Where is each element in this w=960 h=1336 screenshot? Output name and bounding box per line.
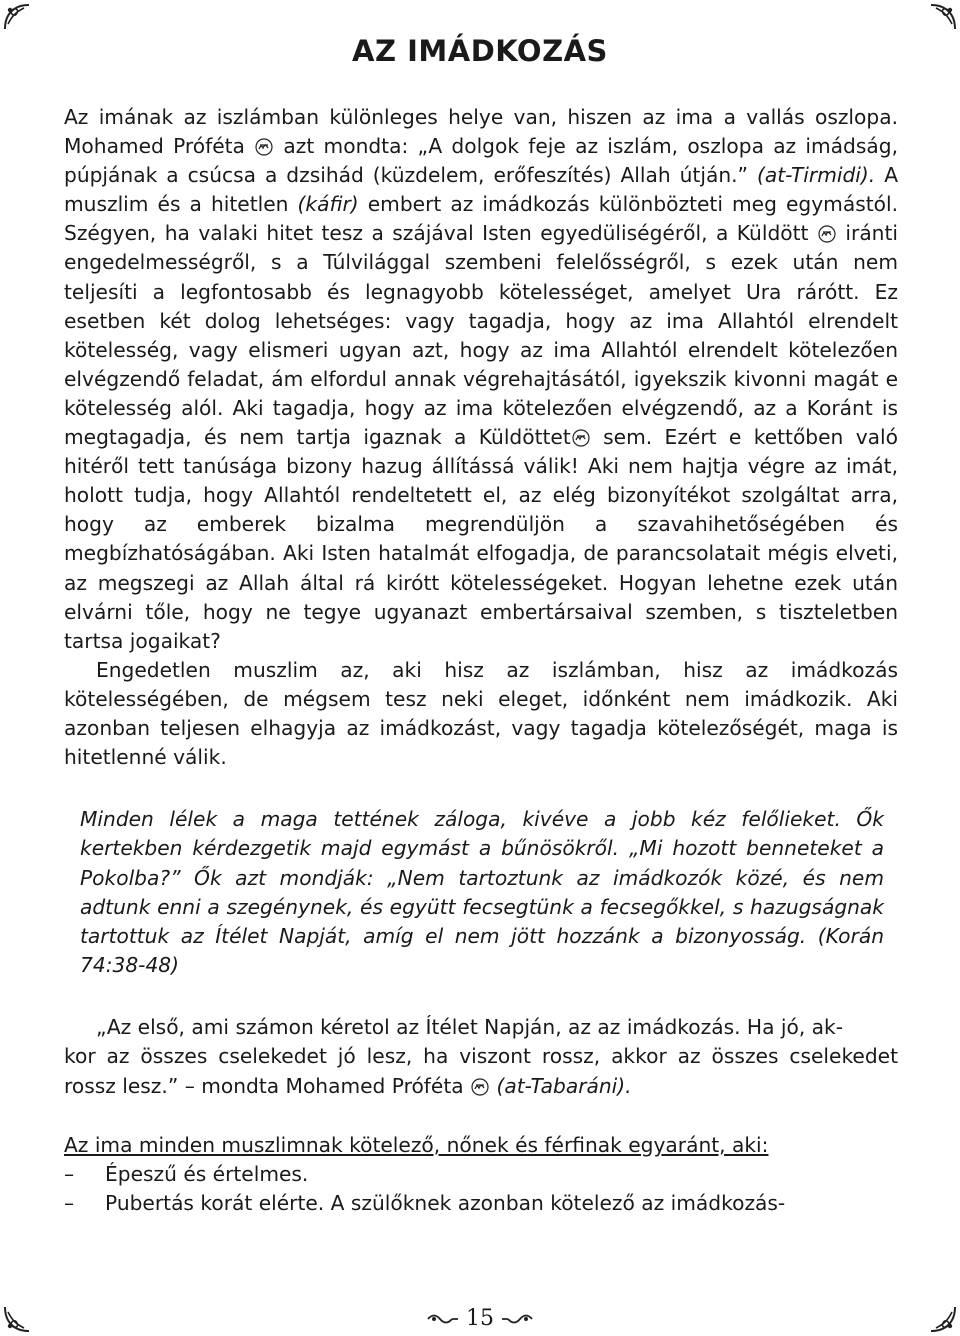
list-item: – Épeszű és értelmes. <box>64 1161 309 1186</box>
pbuh-calligraphy-icon <box>572 429 590 447</box>
pbuh-calligraphy-icon <box>255 138 273 156</box>
page-title: AZ IMÁDKOZÁS <box>352 34 608 68</box>
quote-source: (Korán 74:38-48) <box>80 923 884 978</box>
page-content <box>64 103 898 1218</box>
hadith-source: (at-Tabaráni). <box>496 1073 632 1098</box>
floral-corner-icon <box>2 2 32 32</box>
page-footer <box>0 1306 960 1331</box>
requirements-list <box>64 1160 898 1218</box>
floral-ornament-icon <box>426 1311 460 1327</box>
paragraph-intro: Az imának az iszlámban különleges helye van, hiszen az ima a vallás oszlopa. Mohamed Próféta azt mondta: „A dolgok feje az iszlám, oszlopa az imádság, púpjának a csúcsa a dzsihád (küzdelem, erőfeszítés) Allah útján.” (at-Tirmidi). A muszlim és a hitetlen (káfir) embert az imádkozás különbözteti meg egymástól. Szégyen, ha valaki hitet tesz a szájával Isten egyedüliségéről, a Küldött iránti engedelmességről, s a Túlvilággal szembeni felelősségről, s ezek után nem teljesíti a legfontosabb és legnagyobb kötelességet, amelyet Ura rárótt. Ez esetben két dolog lehetséges: vagy tagadja, hogy az ima Allahtól elrendelt kötelesség, vagy elismeri ugyan azt, hogy az ima Allahtól elrendelt kötelezően elvégzendő feladat, ám elfordul annak végrehajtásától, igyekszik kivonni magát e kötelesség alól. Aki tagadja, hogy az ima kötelezően elvégzendő, az a Koránt is megtagadja, és nem tartja igaznak a Küldöttet sem. Ezért e kettőben való hitéről tett tanúsága bizony hazug állítássá válik! Aki nem hajtja végre az imát, holott tudja, hogy Allahtól rendeltetett el, az elég bizonyítékot szolgáltat arra, hogy az emberek bizalma megrendüljön a szavahihetőségében és megbízhatóságában. Aki Isten hatalmát elfogadja, de parancsolatait mégis elveti, az megszegi az Allah által rá kirótt kötelességeket. Hogyan lehetne ezek után elvárni tőle, hogy ne tegye ugyanazt embertársaival szemben, s tiszteletben tartsa jogaikat? <box>64 105 899 653</box>
hadith-paragraph: „Az első, ami számon kéretol az Ítélet Napján, az az imádkozás. Ha jó, ak- kor az összes cselekedet jó lesz, ha viszont rossz, akkor az összes cselekedet rossz lesz.” – mondta Mohamed Próféta (at-Tabaráni). <box>64 1015 898 1098</box>
page-number: 15 <box>466 1306 494 1331</box>
pbuh-calligraphy-icon <box>818 225 836 243</box>
floral-corner-icon <box>928 2 958 32</box>
pbuh-calligraphy-icon <box>471 1078 489 1096</box>
floral-ornament-icon <box>500 1311 534 1327</box>
list-item: – Pubertás korát elérte. A szülőknek azonban kötelező az imádkozás- <box>64 1190 786 1215</box>
requirements-heading: Az ima minden muszlimnak kötelező, nőnek és férfinak egyaránt, aki: <box>64 1132 769 1157</box>
quran-quote: Minden lélek a maga tettének záloga, kivéve a jobb kéz felőlieket. Ők kertekben kérdezgetik majd egymást a bűnösökről. „Mi hozott benneteket a Pokolba?” Ők azt mondják: „Nem tartoztunk az imádkozók közé, és nem adtunk enni a szegénynek, és együtt fecsegtünk a fecsegőkkel, s hazugságnak tartottuk az Ítélet Napját, amíg el nem jött hozzánk a bizonyosság. (Korán 74:38-48) <box>80 807 884 978</box>
paragraph-disobedient: Engedetlen muszlim az, aki hisz az iszlámban, hisz az imádkozás kötelességében, de mégsem tesz neki eleget, időnként nem imádkozik. Aki azonban teljesen elhagyja az imádkozást, vagy tagadja kötelezőségét, maga is hitetlenné válik. <box>64 657 898 770</box>
